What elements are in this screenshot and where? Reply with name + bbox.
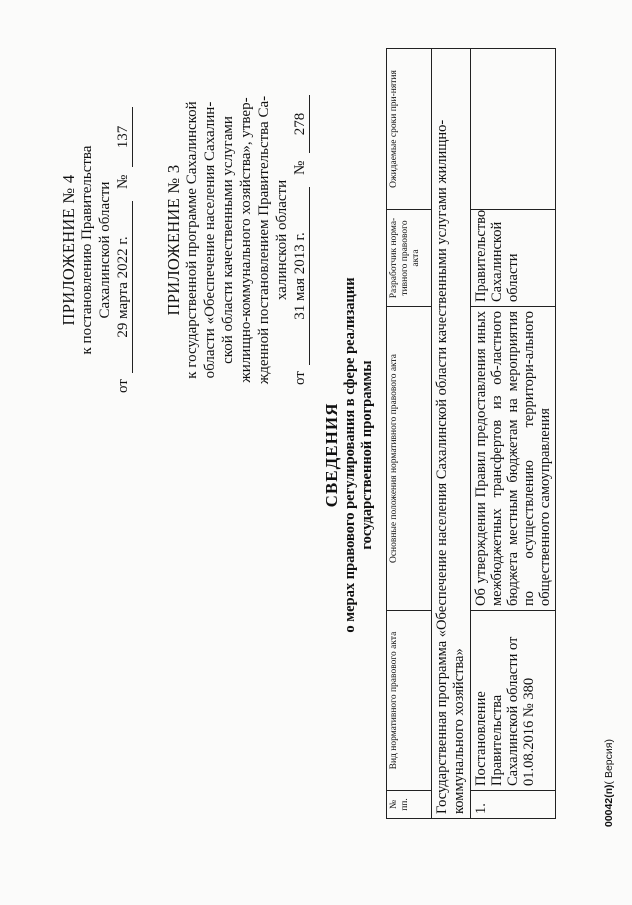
appendix-3-line-5: жденной постановлением Правительства Са- <box>256 95 272 385</box>
heading-subtitle-line-1: о мерах правового регулирования в сфере реализации <box>342 277 358 633</box>
row-1-provisions: Об утверждении Правил предоставления иных межбюджетных трансфертов из об-ластного бюджета местным бюджетам на мероприятия по осуществлению территори-ального общественного самоуправления <box>471 307 556 611</box>
appendix-3-number: 278 <box>291 95 310 153</box>
appendix-3-line-4: жилищно-коммунального хозяйства», утвер- <box>238 97 254 383</box>
row-1-num: 1. <box>471 791 556 819</box>
header-deadline: Ожидаемые сроки при-нятия <box>387 49 432 210</box>
appendix-3-block <box>165 95 311 385</box>
program-row-text: Государственная программа «Обеспечение населения Сахалинской области качественными услугами жилищно-коммунального хозяйства» <box>432 49 471 819</box>
form-code-footer <box>603 739 615 827</box>
appendix-4-block <box>60 107 134 393</box>
header-num: № пп. <box>387 791 432 819</box>
table-header-row <box>387 49 432 819</box>
appendix-3-date-row <box>291 95 311 385</box>
measures-table <box>386 48 556 819</box>
appendix-3-line-2: области «Обеспечение населения Сахалин- <box>202 101 218 379</box>
appendix-4-from-label: от <box>115 379 131 393</box>
appendix-3-title: ПРИЛОЖЕНИЕ № 3 <box>164 164 183 316</box>
appendix-3-number-label: № <box>292 160 308 175</box>
appendix-3-line-1: к государственной программе Сахалинской <box>184 101 200 379</box>
form-code: 00042(п) <box>603 784 615 827</box>
document-heading <box>322 205 376 705</box>
header-developer: Разработчик норма-тивного правового акта <box>387 210 432 307</box>
appendix-4-line-2: Сахалинской области <box>97 181 113 319</box>
appendix-4-number: 137 <box>114 107 133 167</box>
appendix-4-date: 29 марта 2022 г. <box>114 201 133 373</box>
appendix-3-line-3: ской области качественными услугами <box>220 116 236 364</box>
appendix-4-date-row <box>114 107 134 393</box>
table-row <box>471 49 556 819</box>
appendix-4-title: ПРИЛОЖЕНИЕ № 4 <box>59 174 78 326</box>
heading-title: СВЕДЕНИЯ <box>322 402 341 508</box>
row-1-deadline <box>471 49 556 210</box>
form-version: ( Версия) <box>603 739 615 785</box>
heading-subtitle-line-2: государственной программы <box>359 360 375 550</box>
row-1-developer: Правительство Сахалинской области <box>471 210 556 307</box>
appendix-4-number-label: № <box>115 174 131 189</box>
row-1-kind: Постановление Правительства Сахалинской области от 01.08.2016 № 380 <box>471 611 556 791</box>
program-row <box>432 49 471 819</box>
header-provisions: Основные положения нормативного правового акта <box>387 307 432 611</box>
appendix-3-line-6: халинской области <box>274 179 290 301</box>
appendix-3-date: 31 мая 2013 г. <box>291 187 310 365</box>
header-kind: Вид нормативного правового акта <box>387 611 432 791</box>
appendix-3-from-label: от <box>292 371 308 385</box>
appendix-4-line-1: к постановлению Правительства <box>79 145 95 355</box>
